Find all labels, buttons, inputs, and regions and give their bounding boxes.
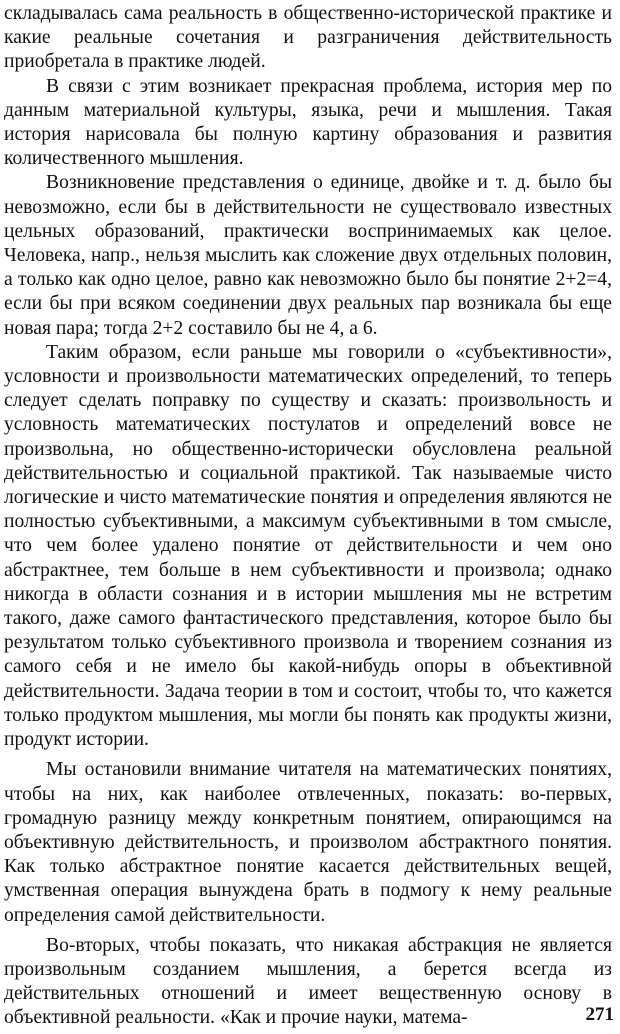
page-number: 271 (585, 1004, 614, 1025)
paragraph-secondly: Во-вторых, чтобы показать, что никакая абстракция не является произвольным созданием мышления, а берется всегда из действительных отношений и имеет вещественную основу в объективной реальности. «Как и прочие науки, матема- (4, 934, 612, 1029)
paragraph-unit-and-pair: Возникновение представления о единице, двойке и т. д. было бы невозможно, если бы в действительности не существовало известных цельных образований, практически воспринимаемых как целое. Человека, напр., нельзя мыслить как сложение двух отдельных половин, а только как одно целое, равно как невозможно было бы понятие 2+2=4, если бы при всяком соединении двух реальных пар возникала бы еще новая пара; тогда 2+2 составило бы не 4, а 6. (4, 172, 612, 339)
paragraph-continuation: складывалась сама реальность в общественно-исторической практике и какие реальные сочетания и разграничения действительность приобретала в практике людей. (4, 3, 612, 73)
paragraph-history-of-measures: В связи с этим возникает прекрасная проблема, история мер по данным материальной культуры, языка, речи и мышления. Такая история нарисовала бы полную картину образования и развития количественного мышления. (4, 75, 612, 170)
paragraph-subjectivity: Таким образом, если раньше мы говорили о «субъективности», условности и произвольности математических определений, то теперь следует сделать поправку по существу и сказать: произвольность и условность математических постулатов и определений вовсе не произвольна, но общественно-исторически обусловлена реальной действительностью и социальной практикой. Так называемые чисто логические и чисто математические понятия и определения являются не полностью субъективными, а максимум субъективными в том смысле, что чем более удалено понятие от действительности и чем оно абстрактнее, тем больше в нем субъективности и произвола; однако никогда в области сознания и в истории мышления мы не встретим такого, даже самого фантастического представления, которое было бы результатом только субъективного произвола и творением сознания из самого себя и не имело бы какой-нибудь опоры в объективной действительности. Задача теории в том и состоит, чтобы то, что кажется только продуктом мышления, мы могли бы понять как продукты жизни, продукт истории. (4, 341, 612, 751)
paragraph-mathematical-concepts: Мы остановили внимание читателя на математических понятиях, чтобы на них, как наиболее отвлеченных, показать: во-первых, громадную разницу между конкретным понятием, опирающимся на объективную действительность, и произволом абстрактного понятия. Как только абстрактное понятие касается действительных вещей, умственная операция вынуждена брать в подмогу к нему реальные определения самой действительности. (4, 759, 612, 926)
book-page (4, 2, 612, 1031)
